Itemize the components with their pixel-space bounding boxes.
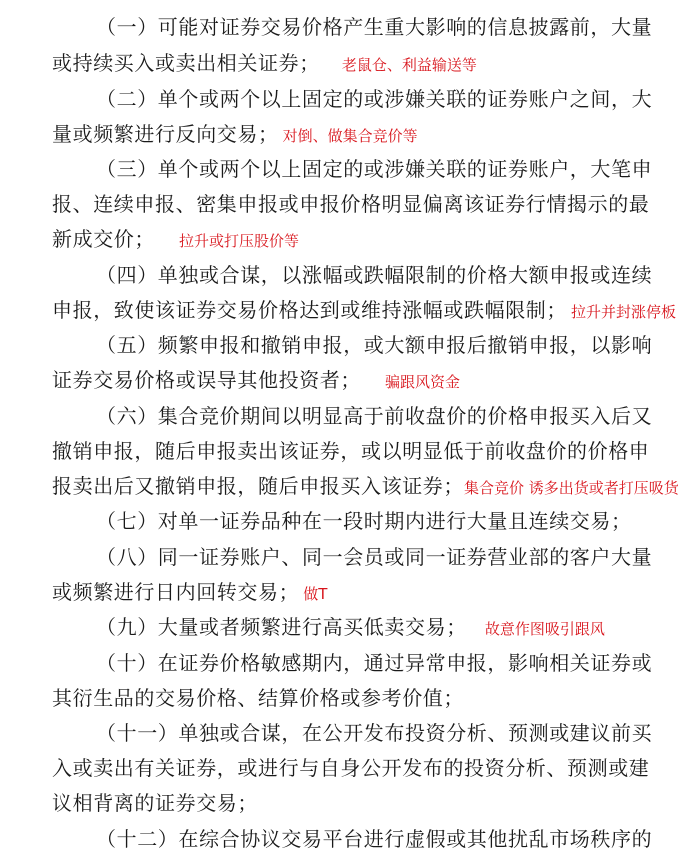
item-11-line-1: （十一）单独或合谋，在公开发布投资分析、预测或建议前买 [96,721,653,745]
item-10-line-2: 其衍生品的交易价格、结算价格或参考价值； [52,686,464,710]
item-4-line-1: （四）单独或合谋，以涨幅或跌幅限制的价格大额申报或连续 [96,263,653,287]
item-6-line-2: 撤销申报，随后申报卖出该证券，或以明显低于前收盘价的价格申 [52,439,650,463]
item-5-annotation: 骗跟风资金 [385,373,461,391]
item-10-line-1: （十）在证券价格敏感期内，通过异常申报，影响相关证券或 [96,651,653,675]
item-11-line-3: 议相背离的证券交易； [52,791,258,815]
item-3-annotation: 拉升或打压股价等 [179,232,300,250]
item-1-annotation: 老鼠仓、利益输送等 [341,56,477,74]
item-5-line-2: 证券交易价格或误导其他投资者； 骗跟风资金 [52,368,461,392]
item-4-annotation: 拉升并封涨停板 [571,303,677,321]
item-3-line-1: （三）单个或两个以上固定的或涉嫌关联的证券账户，大笔申 [96,157,653,181]
item-5-line-1: （五）频繁申报和撤销申报，或大额申报后撤销申报，以影响 [96,333,653,357]
item-2-line-1: （二）单个或两个以上固定的或涉嫌关联的证券账户之间，大 [96,87,653,111]
item-3-line-3: 新成交价； 拉升或打压股价等 [52,227,300,251]
item-1-line-1: （一）可能对证券交易价格产生重大影响的信息披露前，大量 [96,15,653,39]
item-6-line-1: （六）集合竞价期间以明显高于前收盘价的价格申报买入后又 [96,404,653,428]
item-8-line-2: 或频繁进行日内回转交易； 做T [52,580,328,604]
item-11-line-2: 入或卖出有关证券，或进行与自身公开发布的投资分析、预测或建 [52,756,650,780]
item-9-line-1: （九）大量或者频繁进行高买低卖交易； 故意作图吸引跟风 [96,615,605,639]
item-9-annotation: 故意作图吸引跟风 [484,620,605,638]
item-6-line-3: 报卖出后又撤销申报，随后申报买入该证券；集合竞价 诱多出货或者打压吸货 [52,474,679,498]
item-6-annotation: 集合竞价 诱多出货或者打压吸货 [464,479,679,497]
item-7-line-1: （七）对单一证券品种在一段时期内进行大量且连续交易； [96,509,632,533]
item-2-line-2: 量或频繁进行反向交易； 对倒、做集合竞价等 [52,122,418,146]
item-3-line-2: 报、连续申报、密集申报或申报价格明显偏离该证券行情揭示的最 [52,192,650,216]
item-1-line-2: 或持续买入或卖出相关证券； 老鼠仓、利益输送等 [52,51,477,75]
item-8-line-1: （八）同一证券账户、同一会员或同一证券营业部的客户大量 [96,545,653,569]
item-8-annotation: 做T [303,585,328,603]
item-4-line-2: 申报，致使该证券交易价格达到或维持涨幅或跌幅限制； 拉升并封涨停板 [52,298,677,322]
item-2-annotation: 对倒、做集合竞价等 [282,127,418,145]
item-12-line-1: （十二）在综合协议交易平台进行虚假或其他扰乱市场秩序的 [96,827,653,851]
